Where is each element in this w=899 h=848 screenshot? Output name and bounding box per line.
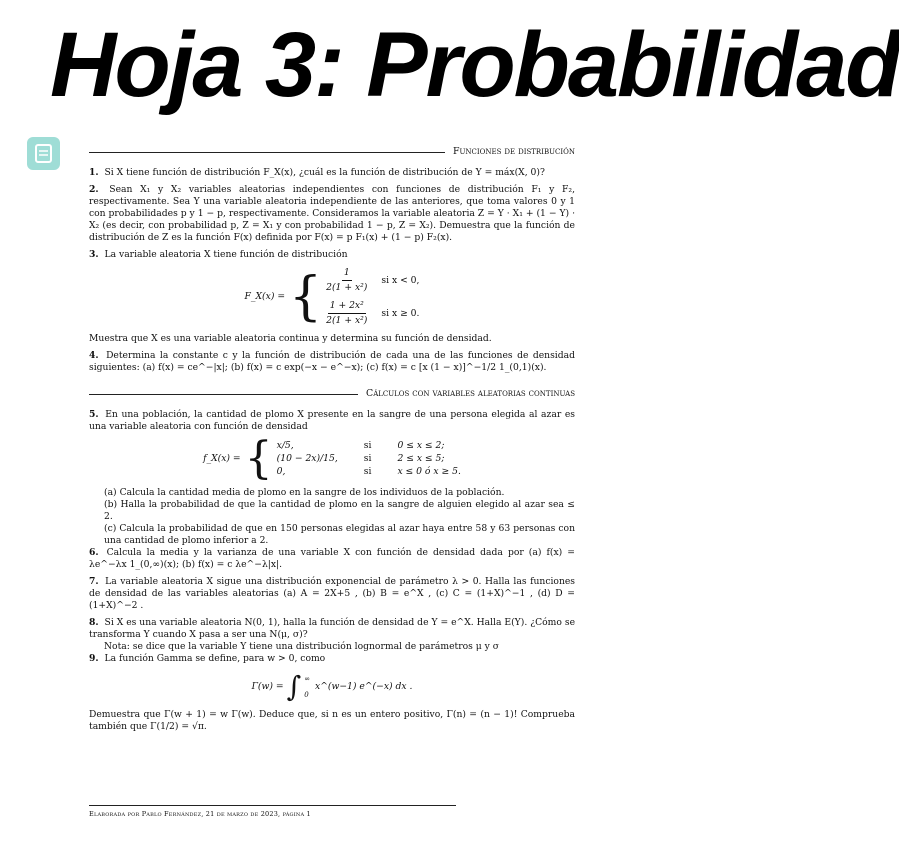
section-rule: [89, 394, 358, 395]
case-condition: si x ≥ 0.: [381, 307, 420, 319]
exercise-text: Si X es una variable aleatoria N(0, 1), halla la función de densidad de Y = e^X. Halla E(Y). ¿Cómo se transforma Y cuando X pasa a ser una N(μ, σ)?: [89, 617, 576, 640]
exercise-text: Calcula la media y la varianza de una variable X con función de densidad dada por (a) f(x) = λe^−λx 1_(0,∞)(x); (b) f(x) = c λe^−λ|x|.: [89, 547, 575, 570]
exercise-number: 6.: [89, 547, 99, 558]
exercise-text: La función Gamma se define, para w > 0, como: [104, 653, 326, 664]
formula-lhs: f_X(x) =: [203, 453, 241, 464]
exercise-2: [89, 184, 575, 244]
integral-sign: ∫: [286, 670, 302, 703]
case-condition: si x < 0,: [381, 274, 420, 286]
exercise-9: [89, 653, 575, 665]
case-keyword: si: [363, 440, 372, 451]
exercise-note: Nota: se dice que la variable Y tiene una distribución lognormal de parámetros μ y σ: [104, 641, 500, 652]
density-formula: [89, 433, 575, 484]
exercise-text: Determina la constante c y la función de distribución de cada una de las funciones de densidad siguientes: (a) f(x) = ce^−|x|; (b) f(x) = c exp(−x − e^−x); (c) f(x) = c [x (1 − x)]^−1/2 1_(0,1)(x).: [89, 350, 575, 373]
left-brace: {: [244, 433, 273, 484]
exercise-text: Sean X₁ y X₂ variables aleatorias independientes con funciones de distribución F₁ y F₂, respectivamente. Sea Y una variable aleatoria independiente de las anteriores, que toma valores 0 y 1 con probabilidades p y 1 − p, respectivamente. Consideramos la variable aleatoria Z = Y · X₁ + (1 − Y) · X₂ (es decir, con probabilidad p, Z = X₁ y con probabilidad 1 − p, Z = X₂). Demuestra que la función de distribución de Z es la función F(x) definida por F(x) = p F₁(x) + (1 − p) F₂(x).: [89, 184, 575, 243]
exercise-text: Si X tiene función de distribución F_X(x), ¿cuál es la función de distribución de Y = máx(X, 0)?: [104, 167, 545, 178]
case-expression: 0,: [276, 466, 286, 477]
sub-item-b: (b) Halla la probabilidad de que la cantidad de plomo en la sangre de alguien elegido al azar sea ≤ 2.: [104, 499, 575, 522]
sub-item-a: (a) Calcula la cantidad media de plomo en la sangre de los individuos de la población.: [104, 487, 505, 498]
exercise-5: [89, 409, 575, 433]
exercise-number: 7.: [89, 576, 99, 587]
page-footer: Elaborada por Pablo Fernández, 21 de marzo de 2023, página 1: [89, 805, 456, 818]
section-title: Cálculos con variables aleatorias continuas: [366, 388, 575, 399]
exercise-number: 9.: [89, 653, 99, 664]
exercise-text: La variable aleatoria X tiene función de distribución: [104, 249, 348, 260]
exercise-number: 1.: [89, 167, 99, 178]
case-keyword: si: [363, 466, 372, 477]
integrand: x^(w−1) e^(−x) dx .: [315, 681, 413, 692]
case-condition: 0 ≤ x ≤ 2;: [397, 440, 445, 451]
exercise-8: [89, 617, 575, 641]
integral-lower-limit: 0: [304, 691, 309, 699]
case-expression: x/5,: [276, 440, 294, 451]
exercise-text: En una población, la cantidad de plomo X presente en la sangre de una persona elegida al azar es una variable aleatoria con función de densidad: [89, 409, 575, 432]
fraction-numerator: 1 + 2x²: [328, 300, 366, 314]
case-keyword: si: [363, 453, 372, 464]
exercise-6: [89, 547, 575, 571]
exercise-text-continued: Demuestra que Γ(w + 1) = w Γ(w). Deduce que, si n es un entero positivo, Γ(n) = (n − 1)! Comprueba también que Γ(1/2) = √π.: [89, 709, 575, 732]
formula-lhs: F_X(x) =: [244, 291, 286, 302]
integral-upper-limit: ∞: [304, 675, 311, 683]
document-body: [89, 146, 575, 738]
formula-case: [326, 300, 419, 327]
sub-item-c: (c) Calcula la probabilidad de que en 150 personas elegidas al azar haya entre 58 y 63 personas con una cantidad de plomo inferior a 2.: [104, 523, 575, 546]
formula-lhs: Γ(w) =: [251, 681, 284, 692]
section-rule: [89, 152, 445, 153]
document-icon[interactable]: [27, 137, 60, 170]
fraction-denominator: 2(1 + x²): [326, 315, 368, 326]
section-header: [89, 146, 575, 158]
exercise-number: 5.: [89, 409, 99, 420]
exercise-text: La variable aleatoria X sigue una distribución exponencial de parámetro λ > 0. Halla las funciones de densidad de las variables aleatorias (a) A = 2X+5 , (b) B = e^X , (c) C = (1+X)^−1 , (d) D = (1+X)^−2 .: [89, 576, 576, 611]
case-expression: (10 − 2x)/15,: [276, 453, 338, 464]
exercise-number: 8.: [89, 617, 99, 628]
section-title: Funciones de distribución: [452, 146, 575, 157]
exercise-7: [89, 576, 575, 612]
distribution-formula: [89, 267, 575, 327]
gamma-formula: [89, 671, 575, 703]
formula-case: [326, 267, 419, 294]
exercise-number: 2.: [89, 184, 99, 195]
exercise-number: 3.: [89, 249, 99, 260]
case-condition: 2 ≤ x ≤ 5;: [397, 453, 445, 464]
page-title: Hoja 3: Probabilidad: [50, 14, 899, 116]
case-condition: x ≤ 0 ó x ≥ 5.: [397, 466, 461, 477]
exercise-1: [89, 167, 575, 179]
fraction-numerator: 1: [342, 267, 352, 281]
section-header: [89, 388, 575, 400]
left-brace: {: [289, 267, 323, 327]
fraction-denominator: 2(1 + x²): [326, 282, 368, 293]
exercise-4: [89, 350, 575, 374]
exercise-number: 4.: [89, 350, 99, 361]
exercise-3: [89, 249, 575, 261]
exercise-text-continued: Muestra que X es una variable aleatoria continua y determina su función de densidad.: [89, 333, 492, 344]
